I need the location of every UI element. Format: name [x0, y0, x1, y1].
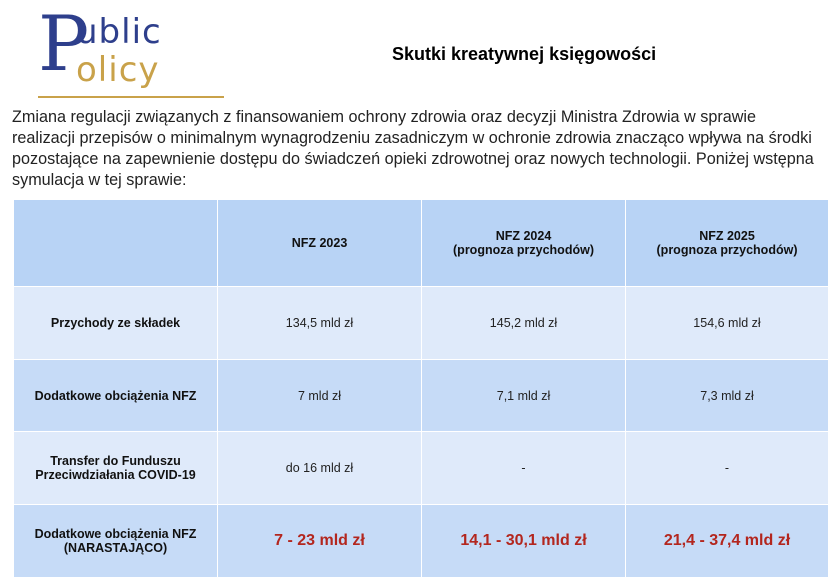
table-cell: 134,5 mld zł	[218, 287, 422, 360]
table-row	[14, 287, 829, 360]
row-label: Transfer do Funduszu Przeciwdziałania COVID-19	[14, 432, 218, 505]
logo-underline	[38, 96, 224, 98]
page-title: Skutki kreatywnej księgowości	[392, 44, 657, 64]
table-row	[14, 360, 829, 432]
cumulative-2024: 14,1 - 30,1 mld zł	[422, 505, 626, 578]
cumulative-2025: 21,4 - 37,4 mld zł	[626, 505, 829, 578]
table-row-cumulative	[14, 505, 829, 578]
header-nfz-2025: NFZ 2025 (prognoza przychodów)	[626, 200, 829, 287]
header-empty	[14, 200, 218, 287]
table-cell: -	[422, 432, 626, 505]
logo-letter-p: P	[38, 0, 90, 88]
cumulative-2023: 7 - 23 mld zł	[218, 505, 422, 578]
table-cell: -	[626, 432, 829, 505]
row-label: Dodatkowe obciążenia NFZ (NARASTAJĄCO)	[14, 505, 218, 578]
table-row	[14, 432, 829, 505]
forecast-table	[13, 199, 829, 578]
logo-word-public: ublic	[76, 12, 162, 52]
logo-word-policy: olicy	[76, 50, 160, 90]
table-cell: do 16 mld zł	[218, 432, 422, 505]
public-policy-logo	[38, 0, 228, 98]
row-label: Dodatkowe obciążenia NFZ	[14, 360, 218, 432]
table-cell: 7,1 mld zł	[422, 360, 626, 432]
table-header-row	[14, 200, 829, 287]
table-cell: 7 mld zł	[218, 360, 422, 432]
row-label: Przychody ze składek	[14, 287, 218, 360]
table-cell: 7,3 mld zł	[626, 360, 829, 432]
header-nfz-2023: NFZ 2023	[218, 200, 422, 287]
table-cell: 154,6 mld zł	[626, 287, 829, 360]
intro-paragraph: Zmiana regulacji związanych z finansowaniem ochrony zdrowia oraz decyzji Ministra Zdrowia w sprawie realizacji przepisów o minimalnym wynagrodzeniu zasadniczym w ochronie zdrowia znacząco wpływa na środki pozostające na zapewnienie dostępu do świadczeń opieki zdrowotnej oraz nowych technologii. Poniżej wstępna symulacja w tej sprawie:	[12, 108, 814, 189]
table-cell: 145,2 mld zł	[422, 287, 626, 360]
header-nfz-2024: NFZ 2024 (prognoza przychodów)	[422, 200, 626, 287]
